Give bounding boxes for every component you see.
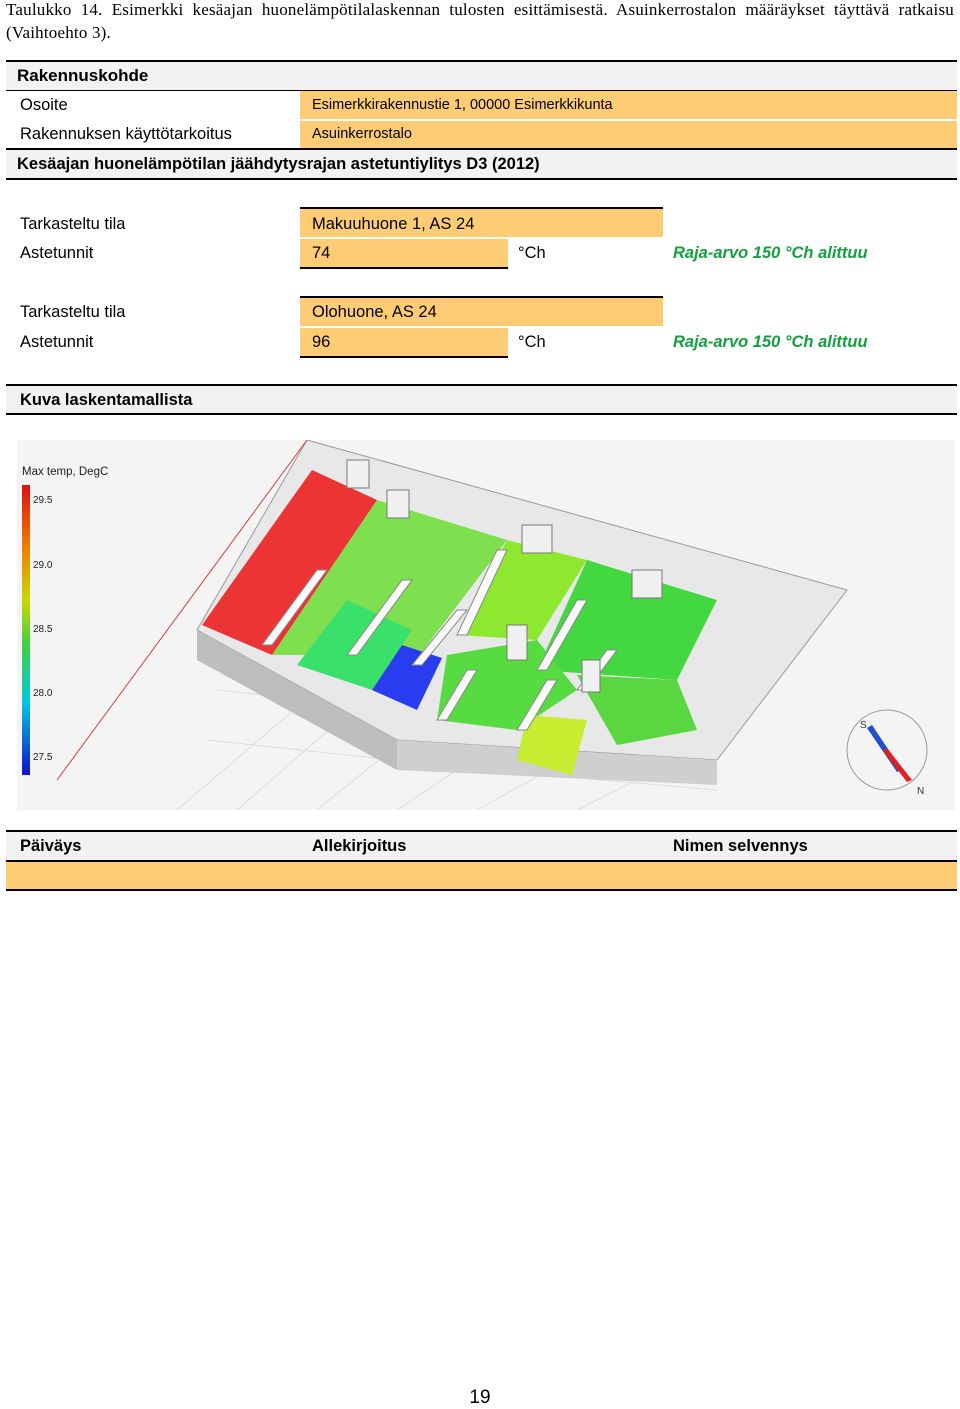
legend-tick: 29.5 xyxy=(33,495,53,506)
page-number: 19 xyxy=(469,1387,491,1408)
divider xyxy=(300,267,508,269)
room-2-hours-field[interactable] xyxy=(300,328,508,356)
room-2-label: Tarkasteltu tila xyxy=(20,303,126,321)
divider xyxy=(6,889,957,891)
room-2-unit: °Ch xyxy=(518,333,546,351)
legend-tick: 28.5 xyxy=(33,624,53,635)
room-2-hours-value: 96 xyxy=(312,333,331,351)
color-scale-bar xyxy=(22,485,30,775)
divider xyxy=(6,178,957,180)
room-1-unit: °Ch xyxy=(518,244,546,262)
compass-s-label: S xyxy=(860,720,867,731)
divider xyxy=(300,356,508,358)
address-label: Osoite xyxy=(20,96,68,114)
legend-tick: 29.0 xyxy=(33,560,53,571)
legend-title: Max temp, DegC xyxy=(22,466,109,478)
date-label: Päiväys xyxy=(20,837,82,855)
name-clarification-label: Nimen selvennys xyxy=(673,837,808,855)
signature-label: Allekirjoitus xyxy=(312,837,407,855)
compass-n-label: N xyxy=(917,786,925,797)
room-2-status: Raja-arvo 150 °Ch alittuu xyxy=(673,333,868,351)
signature-header-background xyxy=(6,832,957,860)
room-1-status: Raja-arvo 150 °Ch alittuu xyxy=(673,244,868,262)
legend-tick: 28.0 xyxy=(33,688,53,699)
thermal-model-image xyxy=(17,440,955,810)
room-2-hours-label: Astetunnit xyxy=(20,333,94,351)
room-1-hours-value: 74 xyxy=(312,244,331,262)
signature-field[interactable] xyxy=(6,862,957,889)
section-title-building: Rakennuskohde xyxy=(17,66,149,85)
room-1-hours-field[interactable] xyxy=(300,239,508,267)
section-header-background xyxy=(6,62,957,90)
table-caption: Taulukko 14. Esimerkki kesäajan huonelämpötilalaskennan tulosten esittämisestä. Asuinkerrostalon määräykset täyttävä ratkaisu (Vaihtoehto 3). xyxy=(6,0,954,42)
building-use-label: Rakennuksen käyttötarkoitus xyxy=(20,125,232,143)
room-1-value: Makuuhuone 1, AS 24 xyxy=(312,215,475,233)
building-use-value: Asuinkerrostalo xyxy=(312,126,412,142)
address-value: Esimerkkirakennustie 1, 00000 Esimerkkikunta xyxy=(312,97,613,113)
criterion-title: Kesäajan huonelämpötilan jäähdytysrajan astetuntiylitys D3 (2012) xyxy=(17,155,540,173)
room-2-value: Olohuone, AS 24 xyxy=(312,303,437,321)
section-title-model: Kuva laskentamallista xyxy=(20,391,193,409)
room-1-label: Tarkasteltu tila xyxy=(20,215,126,233)
divider xyxy=(6,413,957,415)
legend-tick: 27.5 xyxy=(33,752,53,763)
room-1-hours-label: Astetunnit xyxy=(20,244,94,262)
